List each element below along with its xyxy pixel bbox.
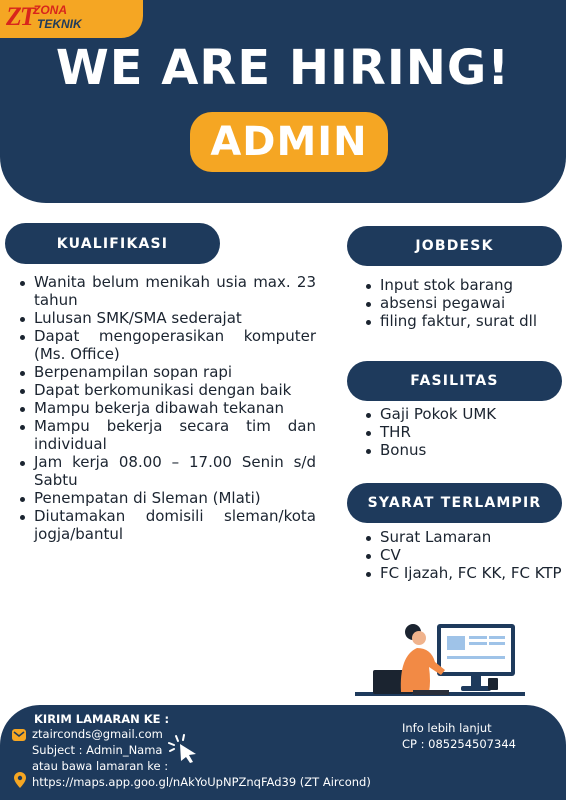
syarat-title: SYARAT TERLAMPIR (367, 495, 542, 511)
jobdesk-title: JOBDESK (415, 238, 494, 254)
email-icon (12, 729, 26, 741)
fasilitas-list (366, 405, 562, 459)
fasilitas-title: FASILITAS (410, 373, 499, 389)
logo-text-line2: TEKNIK (37, 17, 82, 31)
list-item: absensi pegawai (366, 294, 562, 312)
list-item: Wanita belum menikah usia max. 23 tahun (20, 273, 316, 309)
logo-mark: ZT (6, 2, 34, 31)
location-pin-icon (14, 772, 26, 788)
list-item: Jam kerja 08.00 – 17.00 Senin s/d Sabtu (20, 453, 316, 489)
syarat-header (347, 483, 562, 523)
fasilitas-header (347, 361, 562, 401)
list-item: Dapat mengoperasikan komputer (Ms. Office) (20, 327, 316, 363)
maps-link[interactable]: https://maps.app.goo.gl/nAkYoUpNPZnqFAd39 (ZT Aircond) (32, 775, 371, 789)
logo-text-line1: ZONA (33, 3, 67, 17)
kualifikasi-title: KUALIFIKASI (56, 235, 169, 252)
list-item: Input stok barang (366, 276, 562, 294)
list-item: Diutamakan domisili sleman/kota jogja/bantul (20, 507, 316, 543)
list-item: Mampu bekerja secara tim dan individual (20, 417, 316, 453)
position-badge (190, 112, 388, 172)
list-item: Gaji Pokok UMK (366, 405, 562, 423)
email-subject: Subject : Admin_Nama (32, 743, 163, 757)
list-item: Surat Lamaran (366, 528, 566, 546)
headline: WE ARE HIRING! (55, 40, 511, 96)
email-link[interactable]: ztairconds@gmail.com (32, 727, 163, 741)
kualifikasi-list (20, 273, 316, 543)
contact-phone: CP : 085254507344 (402, 737, 516, 751)
syarat-list (366, 528, 566, 582)
list-item: filing faktur, surat dll (366, 312, 562, 330)
alt-instruction: atau bawa lamaran ke : (32, 759, 169, 773)
position-title: ADMIN (210, 119, 368, 165)
list-item: Mampu bekerja dibawah tekanan (20, 399, 316, 417)
list-item: THR (366, 423, 562, 441)
jobdesk-list (366, 276, 562, 330)
list-item: FC Ijazah, FC KK, FC KTP (366, 564, 566, 582)
list-item: Bonus (366, 441, 562, 459)
list-item: Dapat berkomunikasi dengan baik (20, 381, 316, 399)
jobdesk-header (347, 226, 562, 266)
list-item: Penempatan di Sleman (Mlati) (20, 489, 316, 507)
footer-title: KIRIM LAMARAN KE : (34, 712, 170, 726)
kualifikasi-header (5, 223, 220, 264)
list-item: CV (366, 546, 566, 564)
list-item: Lulusan SMK/SMA sederajat (20, 309, 316, 327)
office-worker-illustration (355, 612, 525, 702)
click-cursor-icon (168, 734, 202, 764)
info-title: Info lebih lanjut (402, 721, 492, 735)
list-item: Berpenampilan sopan rapi (20, 363, 316, 381)
